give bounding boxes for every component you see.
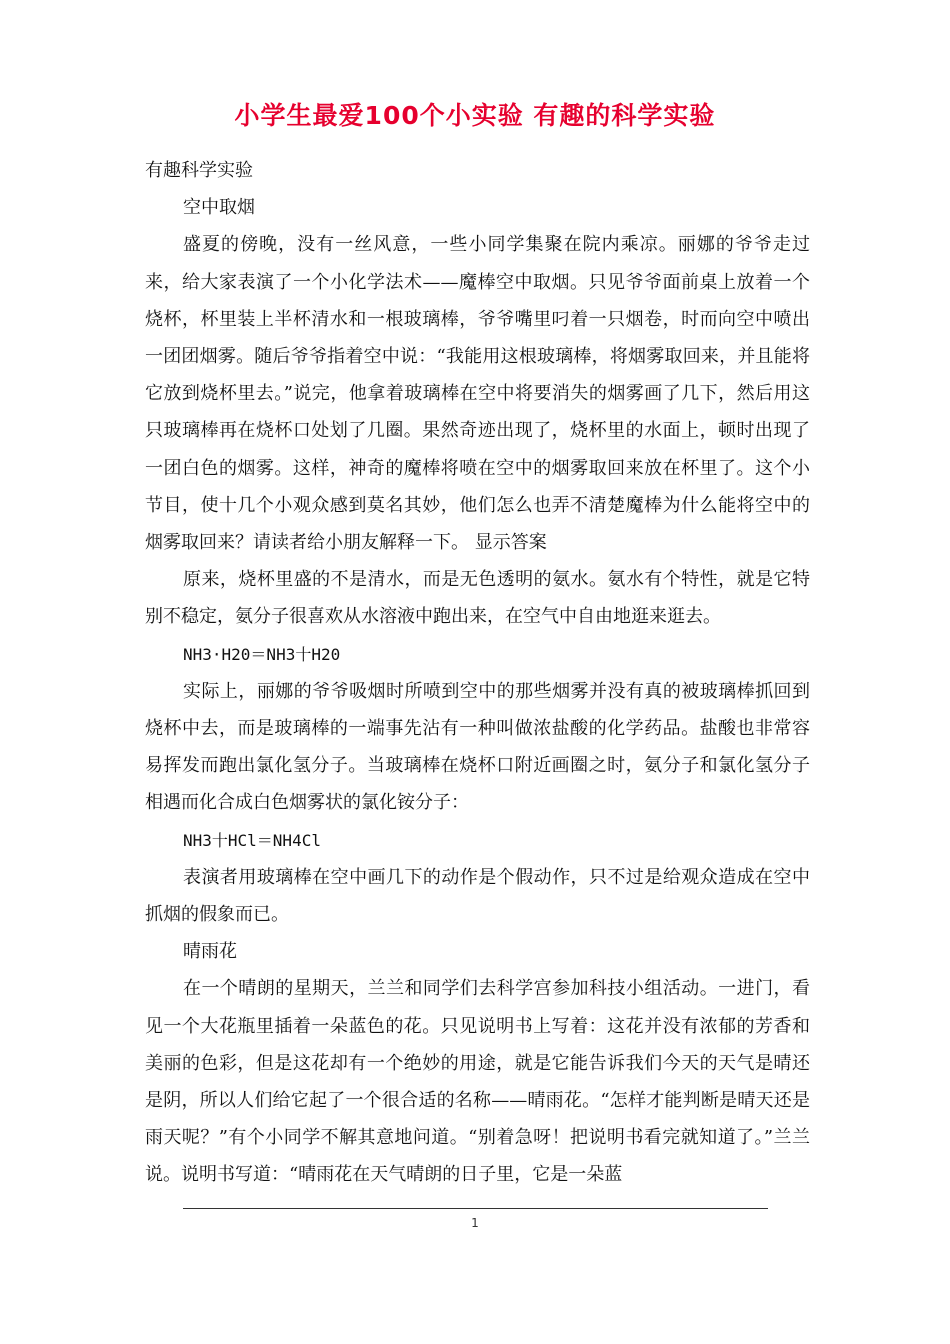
paragraph: 实际上，丽娜的爷爷吸烟时所喷到空中的那些烟雾并没有真的被玻璃棒抓回到烧杯中去，而是玻璃棒的一端事先沾有一种叫做浓盐酸的化学药品。盐酸也非常容易挥发而跑出氯化氢分子。当玻璃棒在烧杯口附近画圈之时，氨分子和氯化氢分子相遇而化合成白色烟雾状的氯化铵分子： — [145, 680, 810, 814]
chemical-equation: NH3·H20＝NH3十H20 — [183, 644, 341, 664]
subsection-heading: 晴雨花 — [183, 941, 237, 963]
paragraph: 盛夏的傍晚，没有一丝风意，一些小同学集聚在院内乘凉。丽娜的爷爷走过来，给大家表演了一个小化学法术——魔棒空中取烟。只见爷爷面前桌上放着一个烧杯，杯里装上半杯清水和一根玻璃棒，爷爷嘴里叼着一只烟卷，时而向空中喷出一团团烟雾。随后爷爷指着空中说：“我能用这根玻璃棒，将烟雾取回来，并且能将它放到烧杯里去。”说完，他拿着玻璃棒在空中将要消失的烟雾画了几下，然后用这只玻璃棒再在烧杯口处划了几圈。果然奇迹出现了，烧杯里的水面上，顿时出现了一团白色的烟雾。这样，神奇的魔棒将喷在空中的烟雾取回来放在杯里了。这个小节目，使十几个小观众感到莫名其妙，他们怎么也弄不清楚魔棒为什么能将空中的烟雾取回来？请读者给小朋友解释一下。 显示答案 — [145, 234, 810, 554]
paragraph: 在一个晴朗的星期天，兰兰和同学们去科学宫参加科技小组活动。一进门，看见一个大花瓶里插着一朵蓝色的花。只见说明书上写着：这花并没有浓郁的芳香和美丽的色彩，但是这花却有一个绝妙的用途，就是它能告诉我们今天的天气是晴还是阴，所以人们给它起了一个很合适的名称——晴雨花。“怎样才能判断是晴天还是雨天呢？”有个小同学不解其意地问道。“别着急呀！把说明书看完就知道了。”兰兰说。说明书写道：“晴雨花在天气晴朗的日子里，它是一朵蓝 — [145, 978, 810, 1186]
section-heading: 有趣科学实验 — [145, 160, 253, 181]
paragraph: 原来，烧杯里盛的不是清水，而是无色透明的氨水。氨水有个特性，就是它特别不稳定，氨分子很喜欢从水溶液中跑出来，在空气中自由地逛来逛去。 — [145, 569, 810, 628]
page-number: 1 — [471, 1216, 479, 1230]
article-body — [145, 152, 810, 1194]
subsection-heading: 空中取烟 — [183, 197, 255, 219]
chemical-equation: NH3十HCl＝NH4Cl — [183, 830, 321, 850]
document-title: 小学生最爱100个小实验 有趣的科学实验 — [234, 101, 716, 130]
paragraph: 表演者用玻璃棒在空中画几下的动作是个假动作，只不过是给观众造成在空中抓烟的假象而已。 — [145, 866, 810, 926]
footer-divider — [183, 1208, 768, 1209]
